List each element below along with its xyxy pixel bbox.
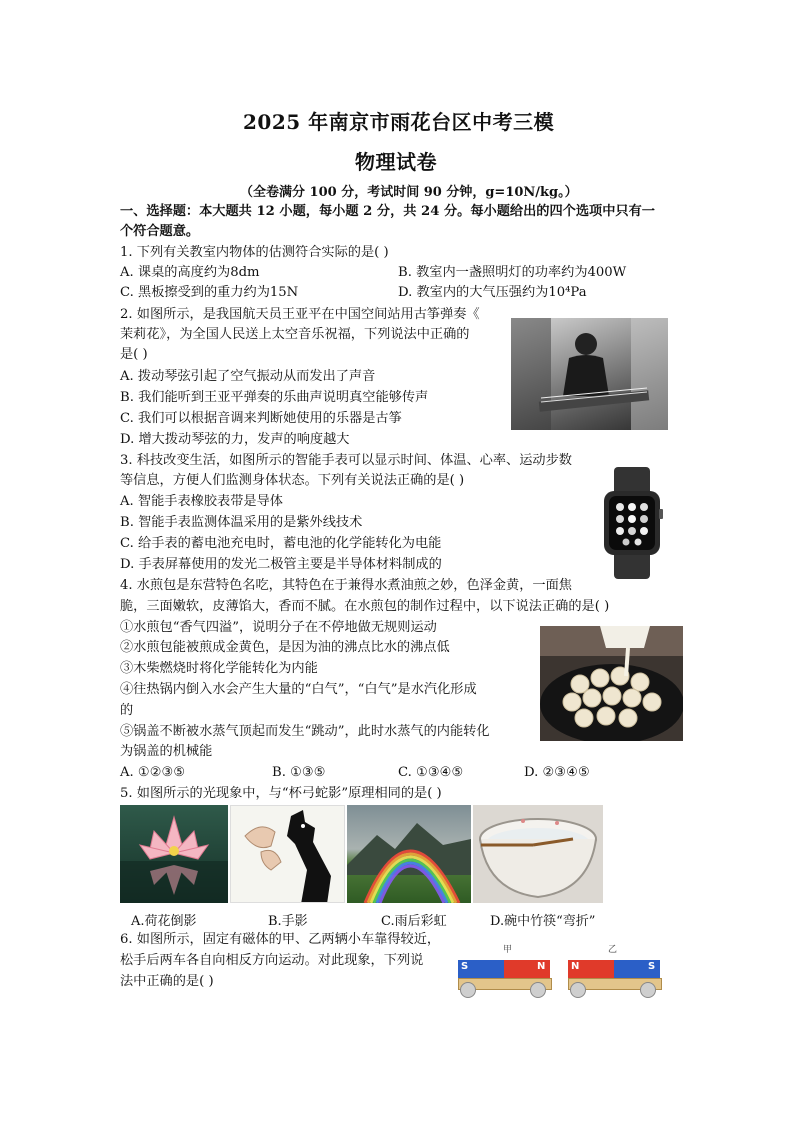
wheel-icon <box>570 982 586 998</box>
hand-shadow-photo <box>230 805 345 903</box>
q5-option-a: A.荷花倒影 <box>131 914 197 929</box>
section-heading-line1: 一、选择题：本大题共 12 小题，每小题 2 分，共 24 分。每小题给出的四个选项中只有一 <box>120 204 655 219</box>
q4-option-a: A. ①②③⑤ <box>120 765 186 780</box>
q4-option-c: C. ①③④⑤ <box>398 765 464 780</box>
q1-option-c: C. 黑板擦受到的重力约为15N <box>120 285 299 300</box>
q4-statement-1: ①水煎包“香气四溢”，说明分子在不停地做无规则运动 <box>120 620 437 635</box>
smartwatch-image <box>600 467 664 579</box>
q3-option-b: B. 智能手表监测体温采用的是紫外线技术 <box>120 515 363 530</box>
lotus-reflection-photo <box>120 805 228 903</box>
q2-option-b: B. 我们能听到王亚平弹奏的乐曲声说明真空能够传声 <box>120 390 429 405</box>
q1-option-b: B. 教室内一盏照明灯的功率约为400W <box>398 265 627 280</box>
q4-statement-4b: 的 <box>120 703 134 718</box>
q3-option-a: A. 智能手表橡胶表带是导体 <box>120 494 283 509</box>
q4-statement-4a: ④往热锅内倒入水会产生大量的“白气”，“白气”是水汽化形成 <box>120 682 477 697</box>
rainbow-photo <box>347 805 471 903</box>
exam-subtitle: 物理试卷 <box>355 150 437 174</box>
q4-statement-5a: ⑤锅盖不断被水蒸气顶起而发生“跳动”，此时水蒸气的内能转化 <box>120 724 490 739</box>
magnet-jia-s-label: S <box>461 961 469 972</box>
chopsticks-bowl-photo <box>473 805 603 903</box>
q4-statement-3: ③木柴燃烧时将化学能转化为内能 <box>120 661 318 676</box>
q2-option-d: D. 增大拨动琴弦的力，发声的响度越大 <box>120 432 350 447</box>
q2-stem-line3: 是( ) <box>120 347 148 362</box>
q4-option-d: D. ②③④⑤ <box>524 765 590 780</box>
guzheng-photo <box>511 318 668 430</box>
q2-option-c: C. 我们可以根据音调来判断她使用的乐器是古筝 <box>120 411 402 426</box>
magnet-yi-s-label: S <box>648 961 656 972</box>
q4-stem-line2: 脆，三面嫩软，皮薄馅大，香而不腻。在水煎包的制作过程中，以下说法正确的是( ) <box>120 599 610 614</box>
magnet-carts-diagram <box>450 940 670 1000</box>
exam-title: 2025 年南京市雨花台区中考三模 <box>243 110 555 134</box>
q3-stem-line1: 3. 科技改变生活，如图所示的智能手表可以显示时间、体温、心率、运动步数 <box>120 453 572 468</box>
q5-option-b: B.手影 <box>268 914 308 929</box>
wheel-icon <box>640 982 656 998</box>
q6-stem-line2: 松手后两车各自向相反方向运动。对此现象，下列说 <box>120 953 424 968</box>
q1-option-d: D. 教室内的大气压强约为10⁴Pa <box>398 285 587 300</box>
q2-option-a: A. 拨动琴弦引起了空气振动从而发出了声音 <box>120 369 376 384</box>
q4-statement-2: ②水煎包能被煎成金黄色，是因为油的沸点比水的沸点低 <box>120 640 450 655</box>
exam-note: （全卷满分 100 分，考试时间 90 分钟，g=10N/kg。） <box>240 185 578 200</box>
magnet-jia-n-label: N <box>537 961 546 972</box>
q4-option-b: B. ①③⑤ <box>272 765 326 780</box>
q1-option-a: A. 课桌的高度约为8dm <box>120 265 260 280</box>
shuijianbao-photo <box>540 626 683 741</box>
cart-jia-label: 甲 <box>503 945 513 955</box>
wheel-icon <box>530 982 546 998</box>
q1-stem: 1. 下列有关教室内物体的估测符合实际的是( ) <box>120 245 389 260</box>
q5-option-d: D.碗中竹筷“弯折” <box>490 914 596 929</box>
q3-option-d: D. 手表屏幕使用的发光二极管主要是半导体材料制成的 <box>120 557 442 572</box>
section-heading-line2: 个符合题意。 <box>120 224 200 239</box>
q5-option-c: C.雨后彩虹 <box>381 914 447 929</box>
q4-stem-line1: 4. 水煎包是东营特色名吃，其特色在于兼得水煮油煎之妙，色泽金黄，一面焦 <box>120 578 572 593</box>
q5-stem: 5. 如图所示的光现象中，与“杯弓蛇影”原理相同的是( ) <box>120 786 442 801</box>
q3-stem-line2: 等信息，方便人们监测身体状态。下列有关说法正确的是( ) <box>120 473 465 488</box>
cart-yi-label: 乙 <box>608 945 618 955</box>
wheel-icon <box>460 982 476 998</box>
q2-stem-line2: 茉莉花》，为全国人民送上太空音乐祝福，下列说法中正确的 <box>120 327 470 342</box>
magnet-yi-n-label: N <box>571 961 580 972</box>
q2-stem-line1: 2. 如图所示，是我国航天员王亚平在中国空间站用古筝弹奏《 <box>120 307 480 322</box>
q6-stem-line1: 6. 如图所示，固定有磁体的甲、乙两辆小车靠得较近， <box>120 932 441 947</box>
q6-stem-line3: 法中正确的是( ) <box>120 974 214 989</box>
q3-option-c: C. 给手表的蓄电池充电时，蓄电池的化学能转化为电能 <box>120 536 442 551</box>
q4-statement-5b: 为锅盖的机械能 <box>120 744 213 759</box>
